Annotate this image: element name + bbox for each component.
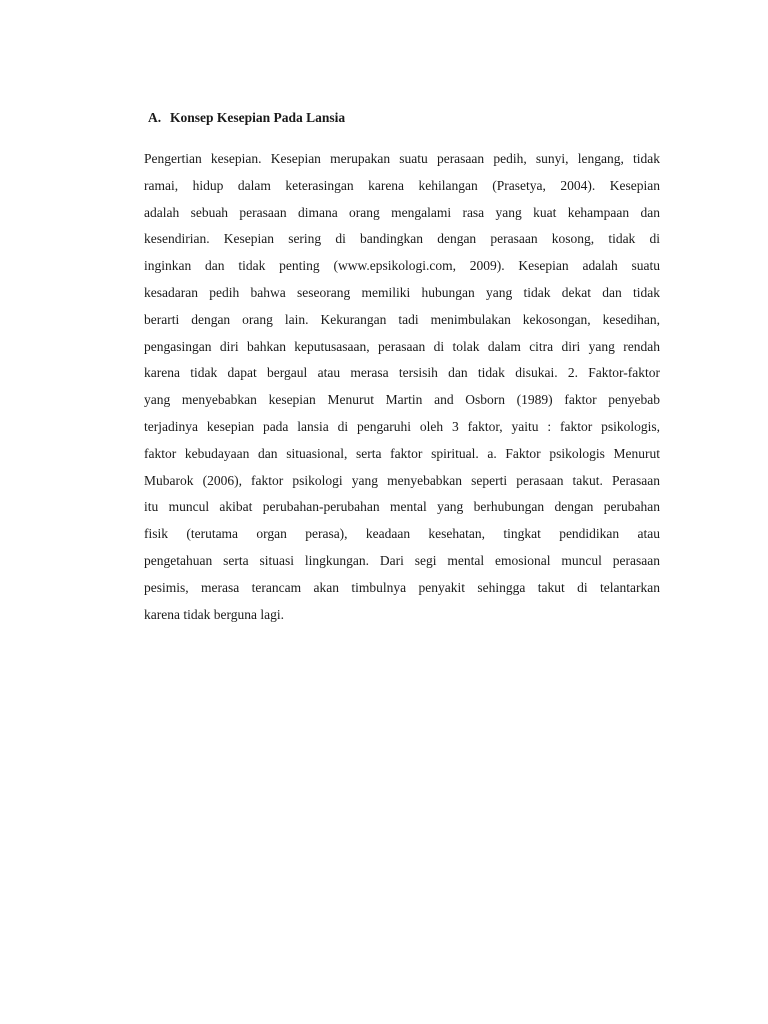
section-heading	[148, 110, 345, 126]
paragraph-line: karena tidak dapat bergaul atau merasa tersisih dan tidak disukai. 2. Faktor-faktor	[144, 365, 660, 381]
paragraph-line: adalah sebuah perasaan dimana orang mengalami rasa yang kuat kehampaan dan	[144, 204, 660, 220]
paragraph-line: itu muncul akibat perubahan-perubahan mental yang berhubungan dengan perubahan	[144, 499, 660, 515]
paragraph-line: pengetahuan serta situasi lingkungan. Dari segi mental emosional muncul perasaan	[144, 552, 660, 568]
paragraph-line: Mubarok (2006), faktor psikologi yang menyebabkan seperti perasaan takut. Perasaan	[144, 472, 660, 488]
paragraph-line: berarti dengan orang lain. Kekurangan tadi menimbulakan kekosongan, kesedihan,	[144, 311, 660, 327]
paragraph-line: karena tidak berguna lagi.	[144, 606, 284, 622]
paragraph-line: pesimis, merasa terancam akan timbulnya penyakit sehingga takut di telantarkan	[144, 579, 660, 595]
paragraph-line: ramai, hidup dalam keterasingan karena kehilangan (Prasetya, 2004). Kesepian	[144, 177, 660, 193]
paragraph-line: faktor kebudayaan dan situasional, serta faktor spiritual. a. Faktor psikologis Menurut	[144, 445, 660, 461]
paragraph-line: terjadinya kesepian pada lansia di pengaruhi oleh 3 faktor, yaitu : faktor psikologis,	[144, 418, 660, 434]
paragraph-line: kesadaran pedih bahwa seseorang memiliki hubungan yang tidak dekat dan tidak	[144, 284, 660, 300]
section-number: A.	[148, 110, 162, 125]
section-title: Konsep Kesepian Pada Lansia	[170, 110, 346, 125]
paragraph-line: fisik (terutama organ perasa), keadaan kesehatan, tingkat pendidikan atau	[144, 526, 660, 542]
paragraph-line: kesendirian. Kesepian sering di bandingkan dengan perasaan kosong, tidak di	[144, 231, 660, 247]
paragraph-line: yang menyebabkan kesepian Menurut Martin and Osborn (1989) faktor penyebab	[144, 392, 660, 408]
body-paragraph	[144, 146, 660, 628]
paragraph-line: pengasingan diri bahkan keputusasaan, perasaan di tolak dalam citra diri yang rendah	[144, 338, 660, 354]
paragraph-line: Pengertian kesepian. Kesepian merupakan suatu perasaan pedih, sunyi, lengang, tidak	[144, 151, 660, 166]
paragraph-line: inginkan dan tidak penting (www.epsikologi.com, 2009). Kesepian adalah suatu	[144, 258, 660, 274]
